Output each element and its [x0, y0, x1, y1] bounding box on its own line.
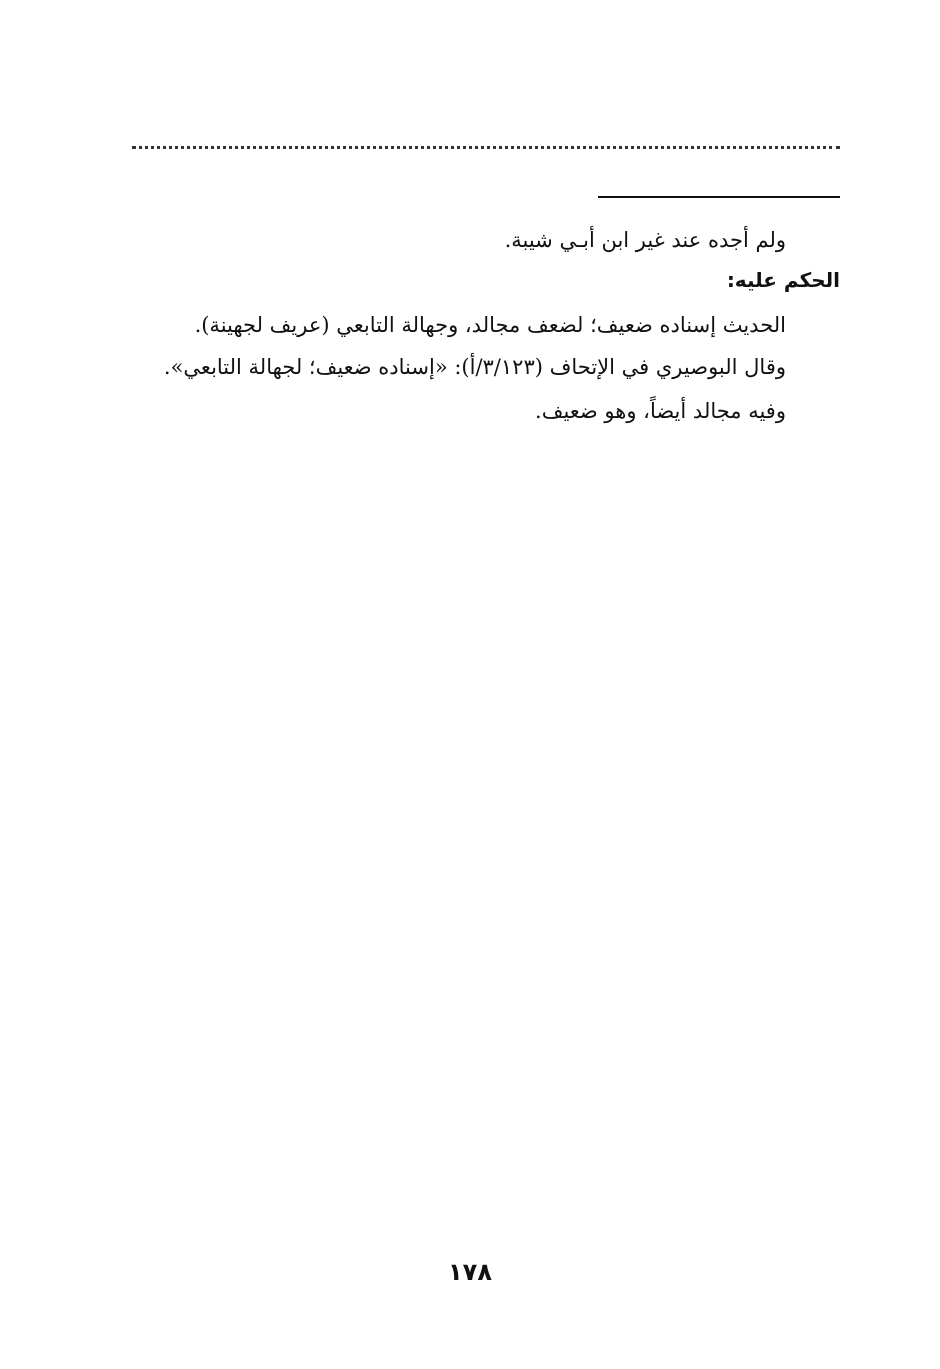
text-line-mujalid-weak: وفيه مجالد أيضاً، وهو ضعيف. — [535, 399, 786, 423]
dotted-separator — [132, 146, 840, 149]
text-line-not-found: ولم أجده عند غير ابن أبـي شيبة. — [504, 228, 786, 252]
text-line-busiri-quote: وقال البوصيري في الإتحاف (٣/١٢٣/أ): «إسناده ضعيف؛ لجهالة التابعي». — [163, 355, 786, 379]
footnote-rule — [598, 196, 840, 198]
section-heading: الحكم عليه: — [726, 268, 840, 292]
text-line-hadith-ruling: الحديث إسناده ضعيف؛ لضعف مجالد، وجهالة التابعي (عريف لجهينة). — [194, 313, 786, 337]
page-number: ١٧٨ — [448, 1258, 492, 1286]
